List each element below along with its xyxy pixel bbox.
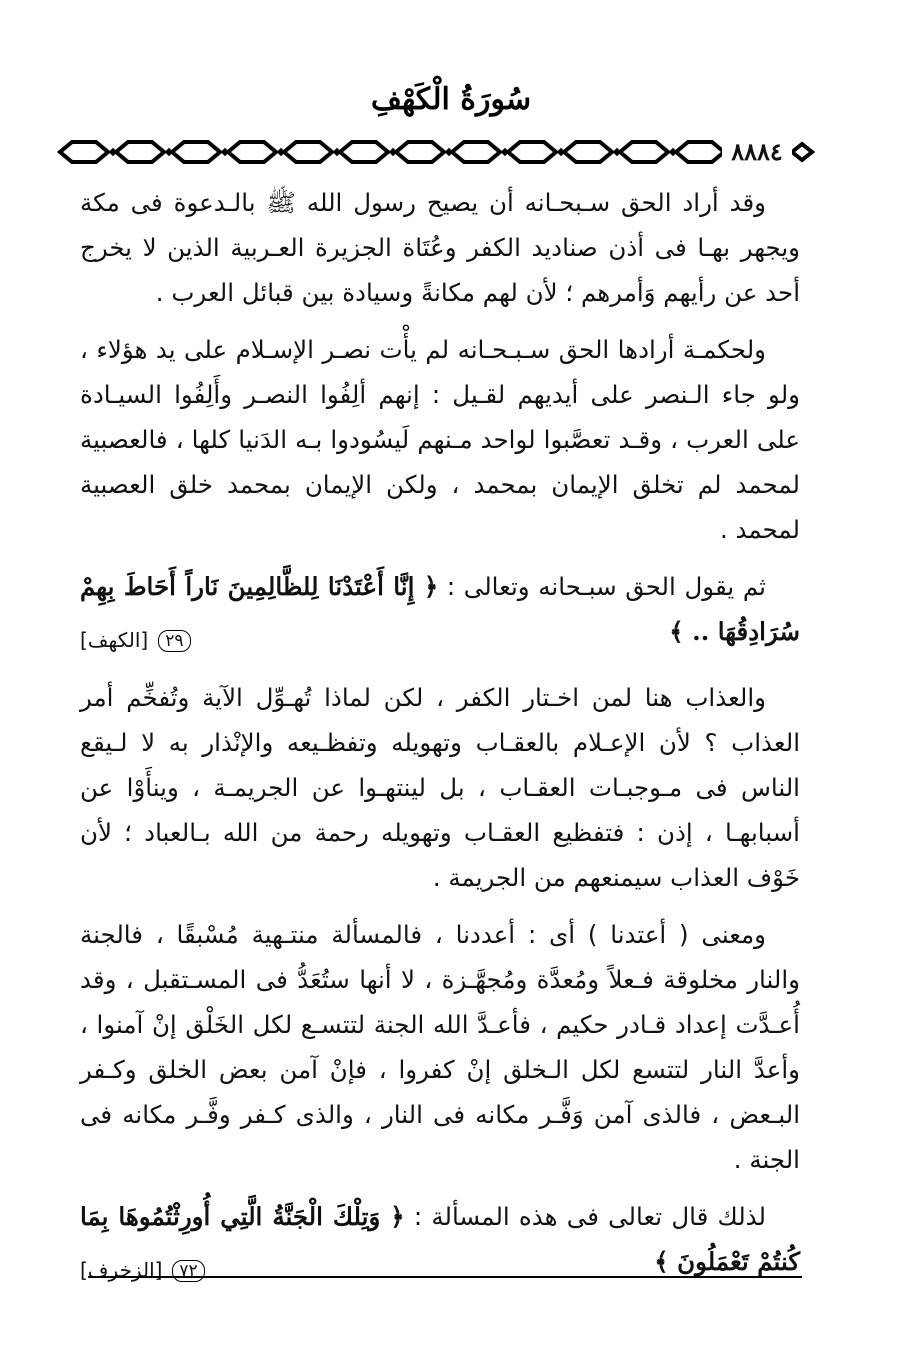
surah-reference: [الكهف]	[80, 628, 149, 652]
quran-verse: ﴿ وَتِلْكَ الْجَنَّةُ الَّتِي أُورِثْتُمُوهَا بِمَا كُنتُمْ تَعْمَلُونَ ﴾	[80, 1202, 800, 1276]
ornamental-border	[52, 132, 824, 172]
paragraph: ولحكمـة أرادها الحق سـبـحـانه لم يأْت نصـر الإسـلام على يد هؤلاء ، ولو جاء الـنصر على أيديهم لقـيل : إنهم ألِفُوا النصـر وأَلِفُوا السيـادة على العرب ، وقـد تعصَّبوا لواحد مـنهم لَيسُودوا بـه الدَنيا كلها ، فالعصبية لمحمد لم تخلق الإيمان بمحمد ، ولكن الإيمان بمحمد خلق العصبية لمحمد .	[80, 335, 800, 544]
surah-reference: [الزخرف]	[80, 1258, 163, 1282]
paragraph: ومعنى ( أعتدنا ) أى : أعددنا ، فالمسألة منتـهية مُسْبقًا ، فالجنة والنار مخلوقة فـعلاً ومُعدَّة ومُجهَّـزة ، لا أنها ستُعَدُّ فى المسـتقبل ، وقد أُعـدَّت إعداد قـادر حكيم ، فأعـدَّ الله الجنة لتتسـع لكل الخَلْق إنْ آمنوا ، وأعدَّ النار لتتسع لكل الـخلق إنْ كفروا ، فإنْ آمن بعض الخلق وكـفر البـعض ، فالذى آمن وَفَّـر مكانه فى النار ، والذى كـفر وفَّـر مكانه فى الجنة .	[80, 920, 800, 1174]
paragraph: وقد أراد الحق سـبحـانه أن يصيح رسول الله ﷺ بالـدعوة فى مكة ويجهر بهـا فى أذن صناديد الكفر وعُتَاة الجزيرة العـربية الذين لا يخرج أحد عن رأيهم وَأمرهم ؛ لأن لهم مكانةً وسيادة بين قبائل العرب .	[80, 188, 800, 307]
verse-number-badge: ٢٩	[158, 630, 190, 652]
page-body	[80, 180, 800, 1293]
quran-verse: ﴿ إِنَّا أَعْتَدْنَا لِلظَّالِمِينَ نَاراً أَحَاطَ بِهِمْ سُرَادِقُهَا .. ﴾	[80, 572, 800, 646]
verse-number-badge: ٧٢	[172, 1260, 204, 1282]
page-number: ٨٨٨٤	[722, 137, 792, 166]
quote-intro: لذلك قال تعالى فى هذه المسألة :	[413, 1202, 766, 1231]
footer-divider	[88, 1276, 802, 1278]
paragraph: والعذاب هنا لمن اخـتار الكفر ، لكن لماذا تُهـوِّل الآية وتُفخِّم أمر العذاب ؟ لأن الإعـلام بالعقـاب وتهويله وتفظـيعه والإنْذار به لا لـيقع الناس فى مـوجبـات العقـاب ، بل لينتهـوا عن الجريمـة ، وينأَوْا عن أسبابهـا ، إذن : فتفظيع العقـاب وتهويله رحمة من الله بـالعباد ؛ لأن خَوْف العذاب سيمنعهم من الجريمة .	[80, 683, 800, 892]
quote-intro: ثم يقول الحق سبـحانه وتعالى :	[446, 572, 766, 601]
surah-title: سُورَةُ الْكَهْفِ	[370, 82, 532, 117]
